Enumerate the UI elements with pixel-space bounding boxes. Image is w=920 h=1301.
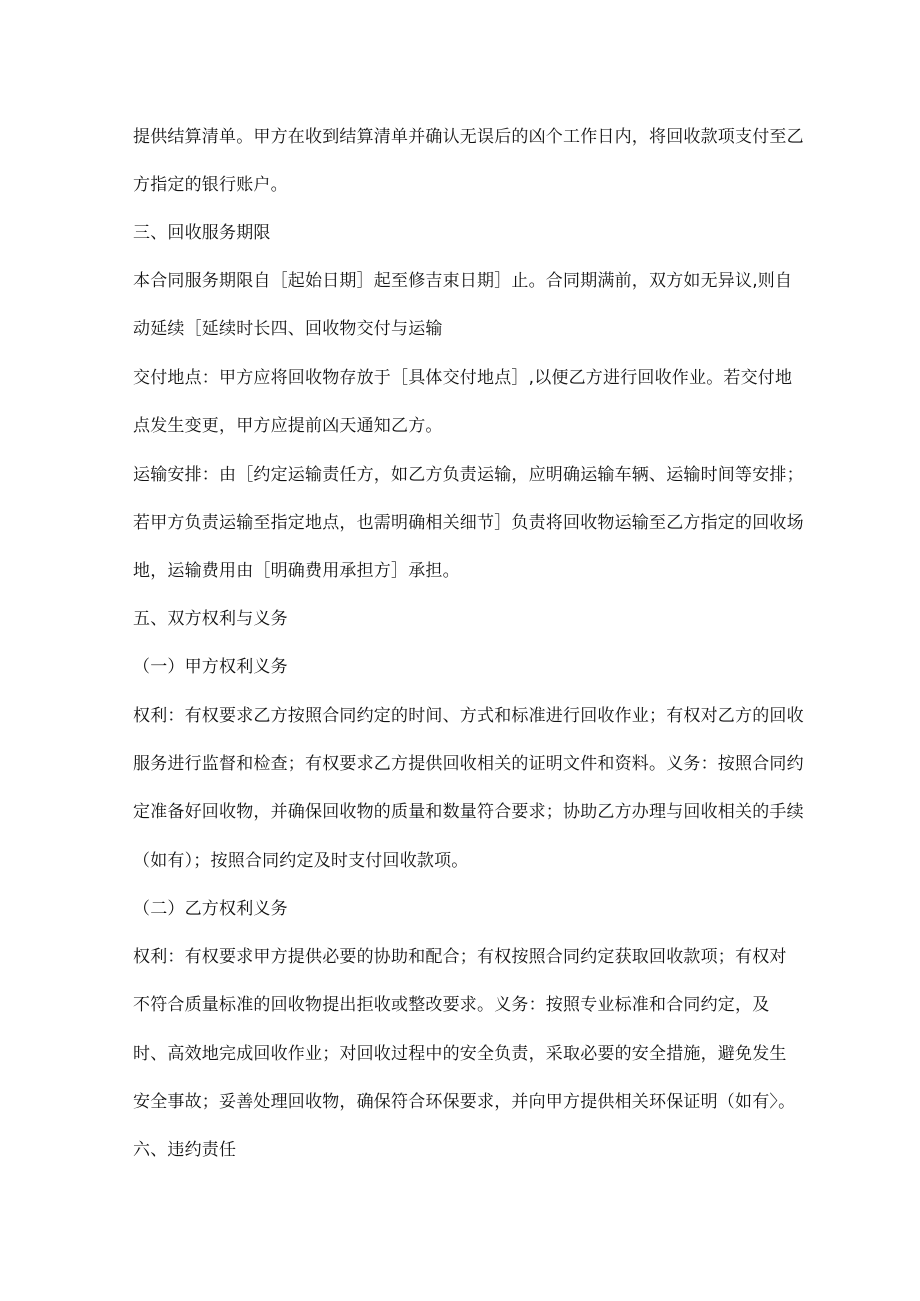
paragraph-line: 提供结算清单。甲方在收到结算清单并确认无误后的凶个工作日内，将回收款项支付至乙 [133,127,804,147]
section-heading: 三、回收服务期限 [133,223,271,243]
paragraph-line: （如有）；按照合同约定及时支付回收款项。 [133,851,469,871]
paragraph-line: 若甲方负责运输至指定地点，也需明确相关细节］负责将回收物运输至乙方指定的回收场 [133,513,804,533]
paragraph-line: 权利：有权要求乙方按照合同约定的时间、方式和标准进行回收作业；有权对乙方的回收 [133,706,804,726]
section-heading: 六、违约责任 [133,1140,237,1160]
paragraph-line: 地，运输费用由［明确费用承担方］承担。 [133,561,460,581]
paragraph-line: 服务进行监督和检查；有权要求乙方提供回收相关的证明文件和资料。义务：按照合同约 [133,754,804,774]
subsection-heading: （二）乙方权利义务 [133,899,288,919]
paragraph-line: 点发生变更，甲方应提前凶天通知乙方。 [133,416,443,436]
paragraph-line: 权利：有权要求甲方提供必要的协助和配合；有权按照合同约定获取回收款项；有权对 [133,947,787,967]
paragraph-line: 方指定的银行账户。 [133,175,288,195]
paragraph-line: 不符合质量标准的回收物提出拒收或整改要求。义务：按照专业标准和合同约定，及 [133,995,770,1015]
paragraph-line: 时、高效地完成回收作业；对回收过程中的安全负责，采取必要的安全措施，避免发生 [133,1044,787,1064]
paragraph-line: 动延续［延续时长四、回收物交付与运输 [133,319,443,339]
paragraph-line: 交付地点：甲方应将回收物存放于［具体交付地点］,以便乙方进行回收作业。若交付地 [133,368,793,388]
paragraph-line: 运输安排：由［约定运输责任方，如乙方负责运输，应明确运输车辆、运输时间等安排； [133,465,804,485]
paragraph-line: 本合同服务期限自［起始日期］起至修吉束日期］止。合同期满前，双方如无异议,则自 [133,271,793,291]
subsection-heading: （一）甲方权利义务 [133,657,288,677]
paragraph-line: 定准备好回收物，并确保回收物的质量和数量符合要求；协助乙方办理与回收相关的手续 [133,802,804,822]
paragraph-line: 安全事故；妥善处理回收物，确保符合环保要求，并向甲方提供相关环保证明（如有〉。 [133,1092,796,1112]
section-heading: 五、双方权利与义务 [133,609,288,629]
